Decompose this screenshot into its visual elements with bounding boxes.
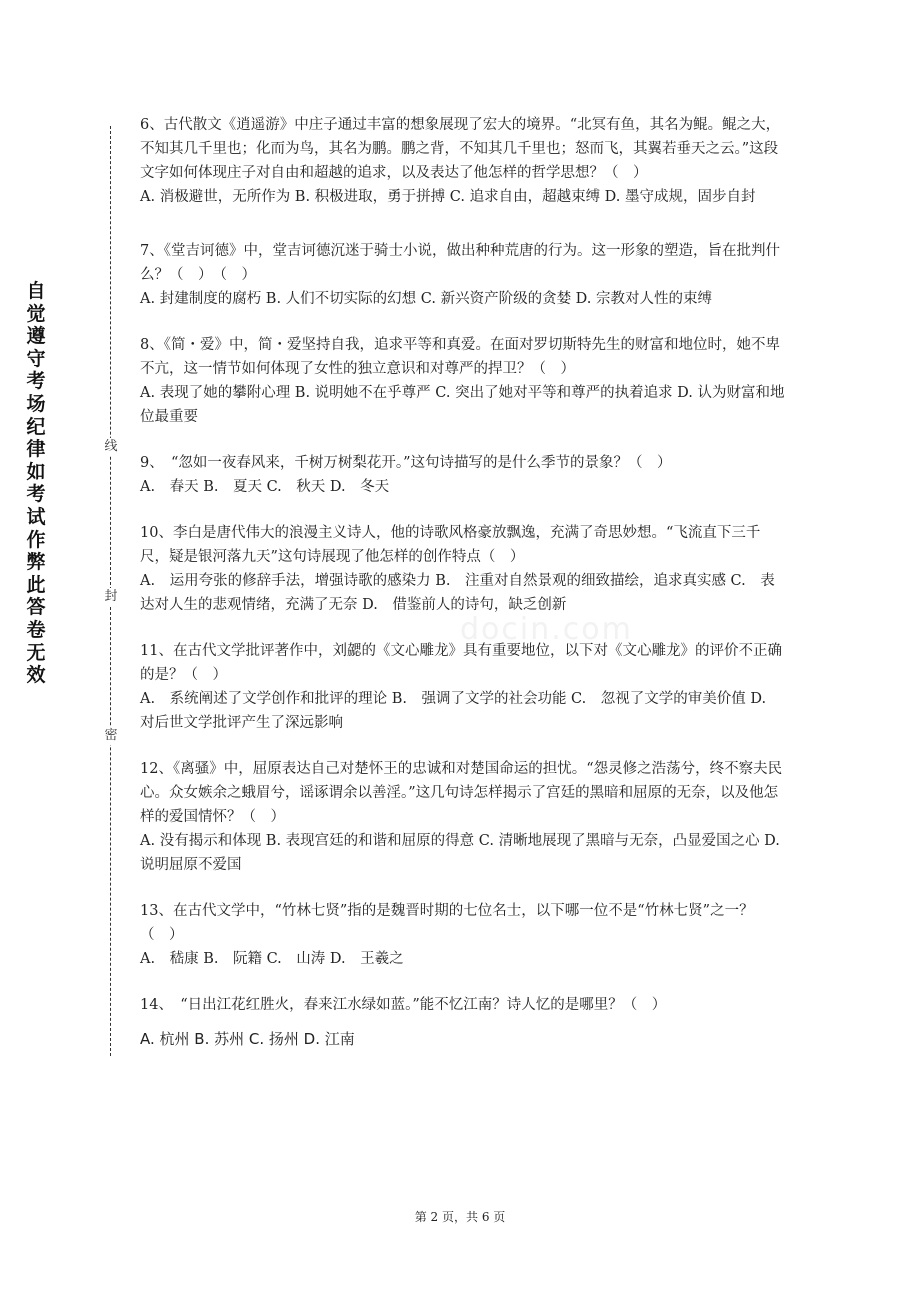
cut-label-secret: 密 <box>101 727 121 745</box>
question-options: A. 杭州 B. 苏州 C. 扬州 D. 江南 <box>140 1030 355 1048</box>
page-footer: 第 2 页，共 6 页 <box>414 1210 506 1224</box>
question-6 <box>140 113 785 209</box>
question-stem: 14、 “日出江花红胜火，春来江水绿如蓝。”能不忆江南？诗人忆的是哪里？（ ） <box>140 997 667 1013</box>
question-list <box>140 113 795 1073</box>
question-stem: 8、《简・爱》中，简・爱坚持自我，追求平等和真爱。在面对罗切斯特先生的财富和地位时，她不卑不亢，这一情节如何体现了女性的独立意识和对尊严的捍卫？（ ） <box>140 337 780 377</box>
question-7 <box>140 239 785 311</box>
question-options: A. 没有揭示和体现 B. 表现宫廷的和谐和屈原的得意 C. 清晰地展现了黑暗与无奈，凸显爱国之心 D. 说明屈原不爱国 <box>140 833 795 873</box>
question-stem: 7、《堂吉诃德》中，堂吉诃德沉迷于骑士小说，做出种种荒唐的行为。这一形象的塑造，旨在批判什么？（ ） （ ） <box>140 243 780 283</box>
question-options: A. 表现了她的攀附心理 B. 说明她不在乎尊严 C. 突出了她对平等和尊严的执着追求 D. 认为财富和地位最重要 <box>140 385 785 425</box>
question-stem: 6、古代散文《逍遥游》中庄子通过丰富的想象展现了宏大的境界。“北冥有鱼，其名为鲲。鲲之大，不知其几千里也；化而为鸟，其名为鹏。鹏之背，不知其几千里也；怒而飞，其翼若垂天之云。”这段文字如何体现庄子对自由和超越的追求，以及表达了他怎样的哲学思想？（ ） <box>140 117 781 181</box>
question-options: A. 运用夸张的修辞手法，增强诗歌的感染力 B. 注重对自然景观的细致描绘，追求真实感 C. 表达对人生的悲观情绪，充满了无奈 D. 借鉴前人的诗句，缺乏创新 <box>140 573 775 613</box>
question-options: A. 封建制度的腐朽 B. 人们不切实际的幻想 C. 新兴资产阶级的贪婪 D. 宗教对人性的束缚 <box>140 291 713 307</box>
question-12 <box>140 757 795 877</box>
question-options: A. 嵇康 B. 阮籍 C. 山涛 D. 王羲之 <box>140 951 404 967</box>
question-8 <box>140 333 785 429</box>
question-13 <box>140 899 785 971</box>
question-options: A. 春天 B. 夏天 C. 秋天 D. 冬天 <box>140 479 390 495</box>
question-stem: 11、在古代文学批评著作中，刘勰的《文心雕龙》具有重要地位，以下对《文心雕龙》的评价不正确的是？（ ） <box>140 643 782 683</box>
question-options: A. 消极避世，无所作为 B. 积极进取，勇于拼搏 C. 追求自由，超越束缚 D. 墨守成规，固步自封 <box>140 189 756 205</box>
cut-label-line: 线 <box>101 438 121 456</box>
watermark: docin.com <box>460 612 633 647</box>
question-10 <box>140 521 785 617</box>
question-11 <box>140 639 785 735</box>
question-14 <box>140 993 785 1051</box>
question-stem: 10、李白是唐代伟大的浪漫主义诗人，他的诗歌风格豪放飘逸，充满了奇思妙想。“飞流直下三千尺，疑是银河落九天”这句诗展现了他怎样的创作特点（ ） <box>140 525 761 565</box>
question-stem: 9、 “忽如一夜春风来，千树万树梨花开。”这句诗描写的是什么季节的景象？（ ） <box>140 455 672 471</box>
side-notice: 自觉遵守考场纪律如考试作弊此答卷无效 <box>26 280 46 687</box>
question-stem: 13、在古代文学中，“竹林七贤”指的是魏晋时期的七位名士，以下哪一位不是“竹林七贤”之一？（ ） <box>140 903 754 943</box>
question-options: A. 系统阐述了文学创作和批评的理论 B. 强调了文学的社会功能 C. 忽视了文学的审美价值 D. 对后世文学批评产生了深远影响 <box>140 691 781 731</box>
cut-label-seal: 封 <box>101 588 121 606</box>
question-stem: 12、《离骚》中，屈原表达自己对楚怀王的忠诚和对楚国命运的担忧。“怨灵修之浩荡兮，终不察夫民心。众女嫉余之蛾眉兮，谣诼谓余以善淫。”这几句诗怎样揭示了宫廷的黑暗和屈原的无奈，以及他怎样的爱国情怀？（ ） <box>140 761 783 825</box>
question-9 <box>140 451 785 499</box>
